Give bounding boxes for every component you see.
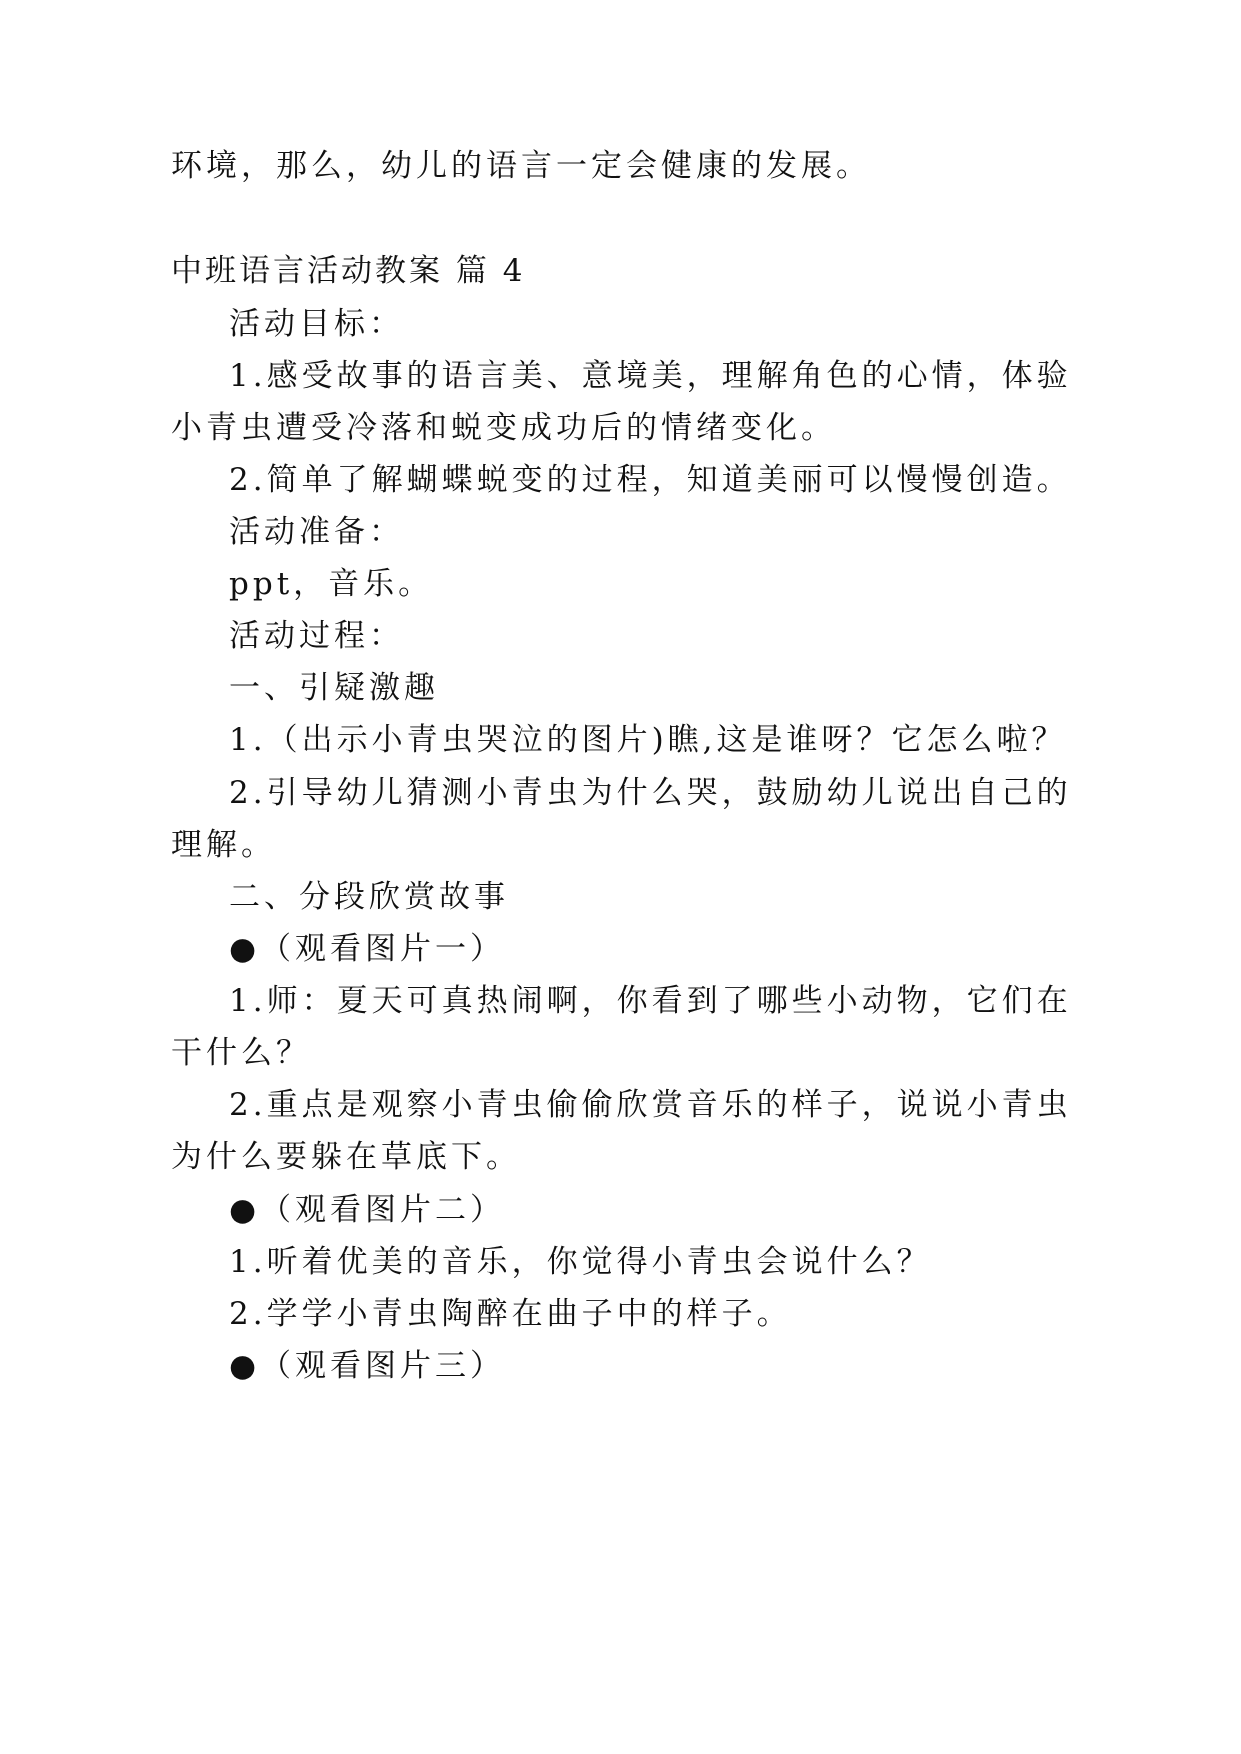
bullet-item: ●（观看图片二） (229, 1192, 506, 1228)
paragraph-line: 1.（出示小青虫哭泣的图片)瞧,这是谁呀？它怎么啦？ (229, 722, 1067, 758)
paragraph-line: 2.学学小青虫陶醉在曲子中的样子。 (229, 1296, 792, 1332)
bullet-item: ●（观看图片一） (229, 931, 506, 967)
paragraph-line: 1.听着优美的音乐，你觉得小青虫会说什么？ (229, 1244, 932, 1280)
paragraph-line: 2.重点是观察小青虫偷偷欣赏音乐的样子，说说小青虫 (229, 1087, 1072, 1123)
paragraph-line: 2.引导幼儿猜测小青虫为什么哭，鼓励幼儿说出自己的 (229, 775, 1072, 811)
subheading-preparation: 活动准备： (229, 514, 404, 550)
section-title: 中班语言活动教案 篇 4 (171, 253, 526, 289)
subheading-objectives: 活动目标： (229, 306, 404, 342)
paragraph-line: 2.简单了解蝴蝶蜕变的过程，知道美丽可以慢慢创造。 (229, 462, 1072, 498)
subheading-step-one: 一、引疑激趣 (229, 670, 439, 706)
subheading-step-two: 二、分段欣赏故事 (229, 879, 509, 915)
paragraph-line: 干什么？ (171, 1035, 311, 1071)
paragraph-line: 1.感受故事的语言美、意境美，理解角色的心情，体验 (229, 358, 1072, 394)
paragraph-line: 小青虫遭受冷落和蜕变成功后的情绪变化。 (171, 410, 836, 446)
paragraph-line: 1.师：夏天可真热闹啊，你看到了哪些小动物，它们在 (229, 983, 1072, 1019)
paragraph-line: 环境，那么，幼儿的语言一定会健康的发展。 (171, 148, 871, 184)
paragraph-line: 理解。 (171, 827, 276, 863)
paragraph-line: ppt，音乐。 (229, 566, 434, 602)
paragraph-line: 为什么要躲在草底下。 (171, 1139, 521, 1175)
subheading-process: 活动过程： (229, 618, 404, 654)
bullet-item: ●（观看图片三） (229, 1348, 506, 1384)
